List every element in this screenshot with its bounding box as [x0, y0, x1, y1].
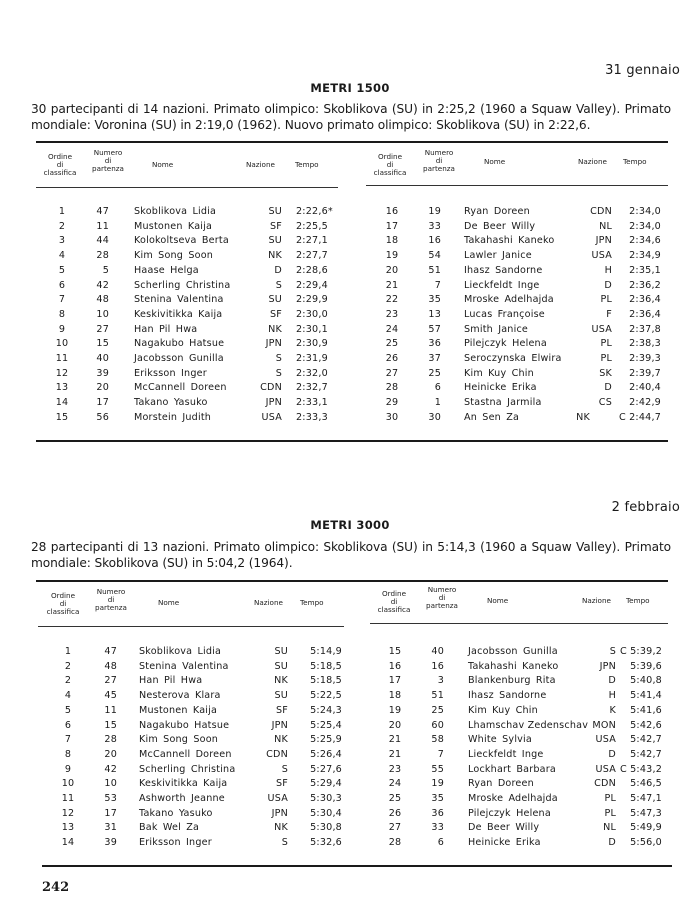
- event-intro: 28 partecipanti di 13 nazioni. Primato olimpico: Skoblikova (SU) in 5:14,3 (1960 a Squaw Valley). Primato mondiale: Skoblikova (SU) in 5:04,2 (1964).: [31, 540, 671, 570]
- header-bib: Numero di partenza: [92, 148, 124, 173]
- header-time: Tempo: [300, 598, 324, 607]
- header-rule-left: [38, 626, 344, 627]
- header-name: Nome: [487, 596, 509, 605]
- header-rank: Ordine di classifica: [43, 152, 77, 177]
- header-rank: Ordine di classifica: [46, 591, 80, 616]
- header-rank: Ordine di classifica: [377, 589, 411, 614]
- header-time: Tempo: [295, 160, 319, 169]
- event-date: 31 gennaio: [605, 63, 680, 78]
- header-rule-left: [36, 187, 338, 188]
- top-rule: [36, 580, 668, 582]
- bottom-rule: [42, 865, 672, 867]
- header-bib: Numero di partenza: [423, 148, 455, 173]
- event-title: METRI 3000: [310, 518, 390, 532]
- header-nation: Nazione: [582, 596, 611, 605]
- header-bib: Numero di partenza: [95, 587, 127, 612]
- header-rank: Ordine di classifica: [373, 152, 407, 177]
- event-intro: 30 partecipanti di 14 nazioni. Primato olimpico: Skoblikova (SU) in 2:25,2 (1960 a Squaw Valley). Primato mondiale: Voronina (SU) in 2:19,0 (1962). Nuovo primato olimpico: Skoblikova (SU) in 2:22,6.: [31, 102, 671, 132]
- header-name: Nome: [158, 598, 180, 607]
- header-bib: Numero di partenza: [426, 585, 458, 610]
- header-name: Nome: [152, 160, 174, 169]
- header-rule-right: [370, 623, 668, 624]
- header-time: Tempo: [626, 596, 650, 605]
- event-title: METRI 1500: [310, 81, 390, 95]
- header-nation: Nazione: [578, 157, 607, 166]
- header-nation: Nazione: [254, 598, 283, 607]
- page-number: 242: [42, 880, 70, 895]
- header-time: Tempo: [623, 157, 647, 166]
- event-date: 2 febbraio: [611, 500, 680, 515]
- bottom-rule: [36, 440, 668, 442]
- header-rule-right: [366, 185, 668, 186]
- header-nation: Nazione: [246, 160, 275, 169]
- header-name: Nome: [484, 157, 506, 166]
- top-rule: [36, 141, 668, 143]
